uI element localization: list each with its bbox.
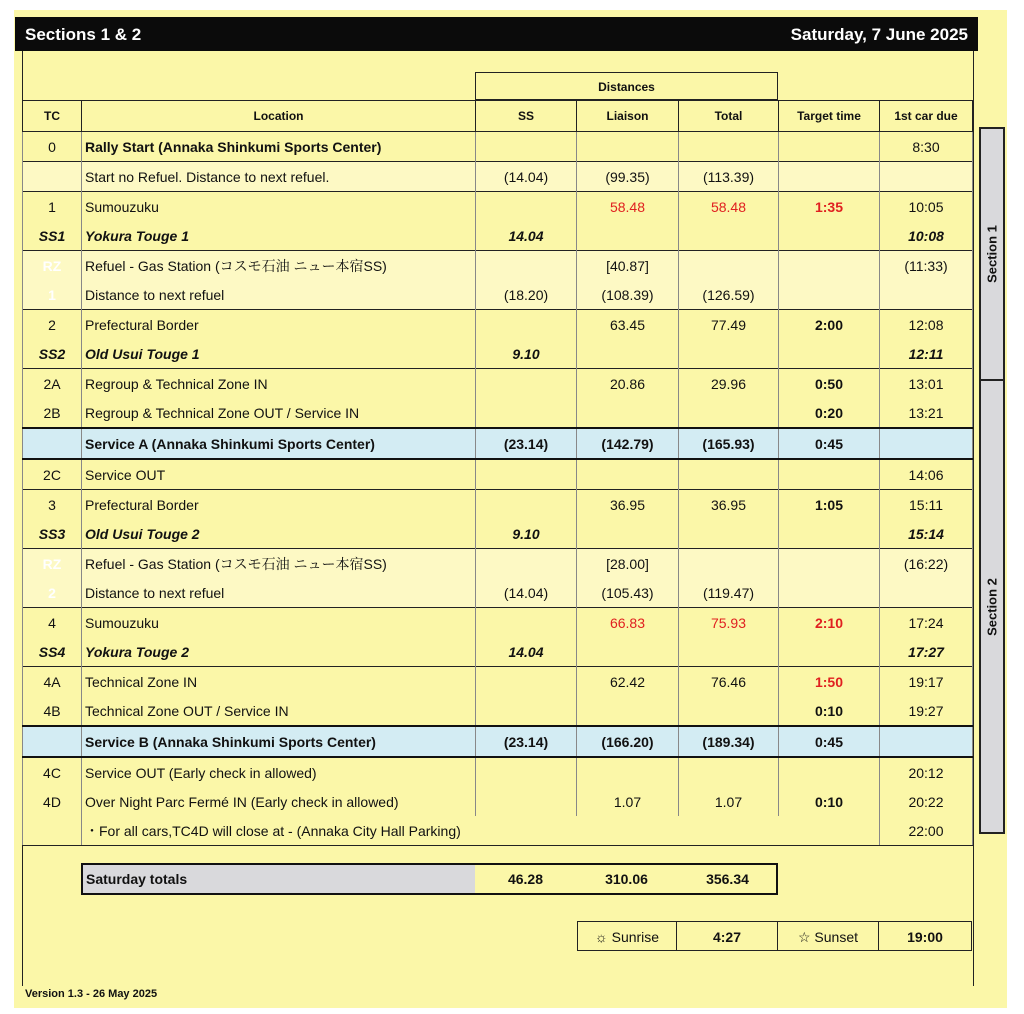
time-schedule-table <box>22 100 973 846</box>
table-row: SS4 Yokura Touge 2 14.04 17:27 <box>23 637 973 667</box>
table-row: 2C Service OUT 14:06 <box>23 459 973 490</box>
table-row: SS1 Yokura Touge 1 14.04 10:08 <box>23 221 973 251</box>
table-row: 2B Regroup & Technical Zone OUT / Service IN 0:20 13:21 <box>23 398 973 428</box>
sun-times <box>577 921 972 951</box>
col-ss: SS <box>476 101 577 132</box>
table-row-note: ・For all cars,TC4D will close at - (Annaka City Hall Parking) 22:00 <box>23 816 973 846</box>
table-row: RZ Refuel - Gas Station (コスモ石油 ニュー本宿SS) [28.00] (16:22) <box>23 549 973 579</box>
table-row: 1 Sumouzuku 58.48 58.48 1:35 10:05 <box>23 192 973 222</box>
sunset-time: 19:00 <box>878 921 972 951</box>
table-row: 1 Distance to next refuel (18.20) (108.39) (126.59) <box>23 280 973 310</box>
table-row: 2 Distance to next refuel (14.04) (105.43) (119.47) <box>23 578 973 608</box>
table-row: 4B Technical Zone OUT / Service IN 0:10 19:27 <box>23 696 973 726</box>
sunrise-label: ☼ Sunrise <box>577 921 677 951</box>
table-row: 2 Prefectural Border 63.45 77.49 2:00 12:08 <box>23 310 973 340</box>
col-total: Total <box>679 101 779 132</box>
sunset-label: ☆ Sunset <box>777 921 879 951</box>
table-row: Start no Refuel. Distance to next refuel. (14.04) (99.35) (113.39) <box>23 162 973 192</box>
table-row: RZ Refuel - Gas Station (コスモ石油 ニュー本宿SS) [40.87] (11:33) <box>23 251 973 281</box>
table-row: 4D Over Night Parc Fermé IN (Early check in allowed) 1.07 1.07 0:10 20:22 <box>23 787 973 816</box>
totals-liaison: 310.06 <box>605 871 648 887</box>
distances-header: Distances <box>475 72 778 100</box>
table-row: 2A Regroup & Technical Zone IN 20.86 29.96 0:50 13:01 <box>23 369 973 399</box>
table-row: 4C Service OUT (Early check in allowed) 20:12 <box>23 757 973 787</box>
header-bar <box>15 17 978 51</box>
col-location: Location <box>82 101 476 132</box>
totals-ss: 46.28 <box>507 871 544 887</box>
header-date: Saturday, 7 June 2025 <box>790 25 968 44</box>
sunrise-time: 4:27 <box>676 921 778 951</box>
section-2-label: Section 2 <box>979 379 1005 834</box>
col-first-car-due: 1st car due <box>880 101 973 132</box>
col-liaison: Liaison <box>577 101 679 132</box>
table-row: SS2 Old Usui Touge 1 9.10 12:11 <box>23 339 973 369</box>
totals-label: Saturday totals <box>83 865 475 893</box>
table-row: 4 Sumouzuku 66.83 75.93 2:10 17:24 <box>23 608 973 638</box>
header-title: Sections 1 & 2 <box>25 25 142 44</box>
col-target-time: Target time <box>779 101 880 132</box>
col-tc: TC <box>23 101 82 132</box>
totals-total: 356.34 <box>706 871 749 887</box>
table-row-service: Service B (Annaka Shinkumi Sports Center) (23.14) (166.20) (189.34) 0:45 <box>23 726 973 757</box>
section-1-label: Section 1 <box>979 127 1005 381</box>
table-row: 0 Rally Start (Annaka Shinkumi Sports Center) 8:30 <box>23 132 973 162</box>
table-row: 4A Technical Zone IN 62.42 76.46 1:50 19:17 <box>23 667 973 697</box>
table-row-service: Service A (Annaka Shinkumi Sports Center) (23.14) (142.79) (165.93) 0:45 <box>23 428 973 459</box>
version-note: Version 1.3 - 26 May 2025 <box>25 988 158 1000</box>
table-row: 3 Prefectural Border 36.95 36.95 1:05 15:11 <box>23 490 973 520</box>
saturday-totals <box>81 863 778 895</box>
table-header-row <box>23 101 973 132</box>
table-row: SS3 Old Usui Touge 2 9.10 15:14 <box>23 519 973 549</box>
